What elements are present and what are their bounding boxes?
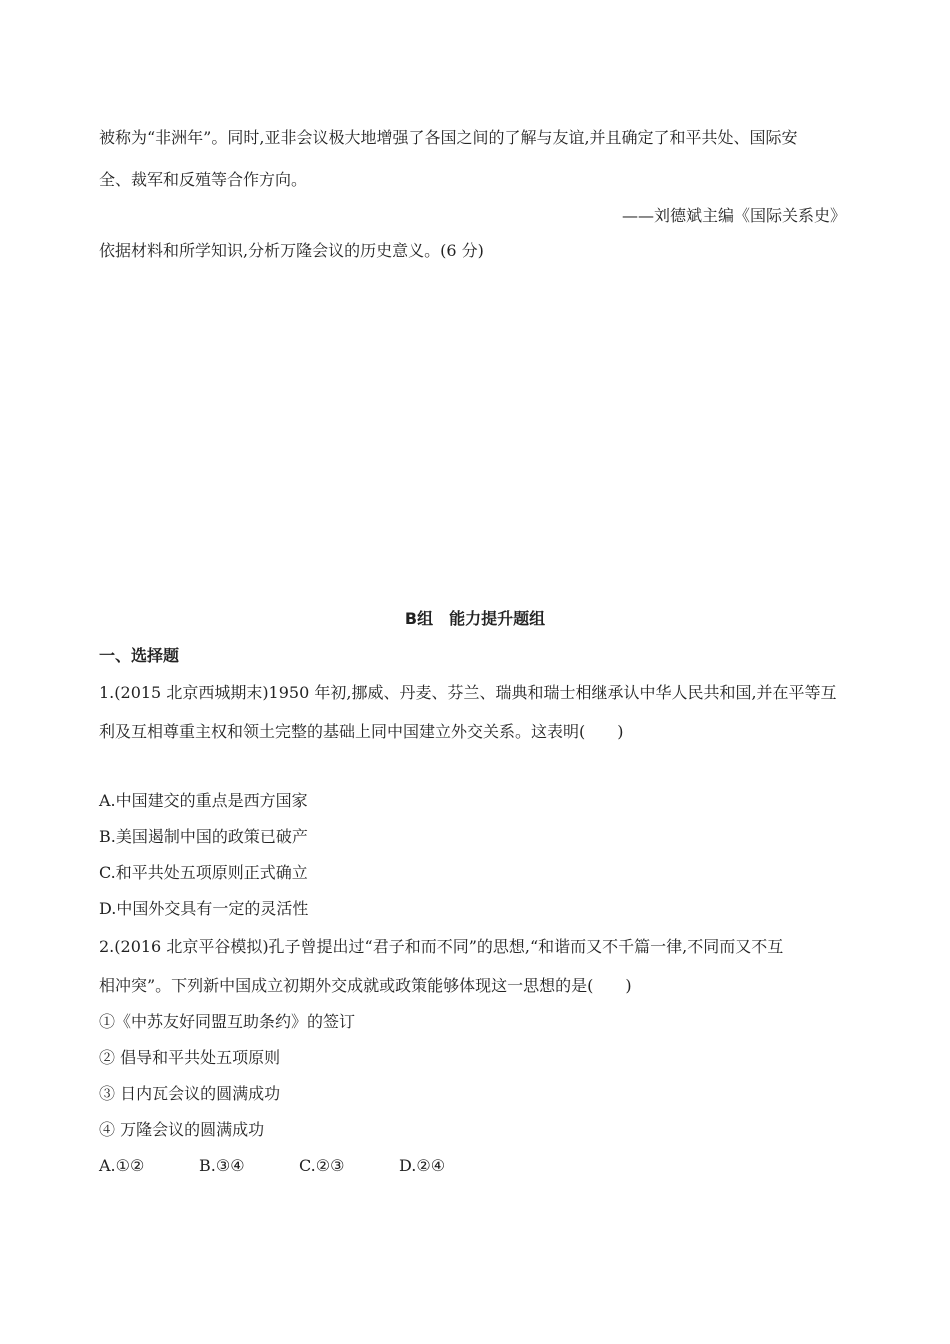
q2-item-4: ④ 万隆会议的圆满成功 [99, 1120, 265, 1139]
q2-item-2: ② 倡导和平共处五项原则 [99, 1048, 281, 1067]
material-text-line-1: 被称为“非洲年”。同时,亚非会议极大地增强了各国之间的了解与友谊,并且确定了和平共处、国际安 [99, 128, 798, 147]
material-text-line-2: 全、裁军和反殖等合作方向。 [99, 170, 308, 189]
q2-option-d: D.②④ [399, 1156, 446, 1175]
q2-item-3: ③ 日内瓦会议的圆满成功 [99, 1084, 281, 1103]
q2-stem-line-2: 相冲突”。下列新中国成立初期外交成就或政策能够体现这一思想的是( ) [99, 976, 632, 995]
q2-options-row [99, 1156, 499, 1176]
q2-stem-line-1: 2.(2016 北京平谷模拟)孔子曾提出过“君子和而不同”的思想,“和谐而又不千篇一律,不同而又不互 [99, 937, 784, 956]
q1-option-b: B.美国遏制中国的政策已破产 [99, 827, 308, 846]
q1-stem-line-1: 1.(2015 北京西城期末)1950 年初,挪威、丹麦、芬兰、瑞典和瑞士相继承认中华人民共和国,并在平等互 [99, 683, 837, 702]
q2-option-c: C.②③ [299, 1156, 345, 1175]
q1-stem-line-2: 利及互相尊重主权和领土完整的基础上同中国建立外交关系。这表明( ) [99, 722, 624, 741]
q1-option-d: D.中国外交具有一定的灵活性 [99, 899, 309, 918]
material-question: 依据材料和所学知识,分析万隆会议的历史意义。(6 分) [99, 241, 484, 260]
q2-option-b: B.③④ [199, 1156, 245, 1175]
q1-option-c: C.和平共处五项原则正式确立 [99, 863, 308, 882]
q2-item-1: ①《中苏友好同盟互助条约》的签订 [99, 1012, 356, 1031]
q2-option-a: A.①② [99, 1156, 145, 1175]
q1-option-a: A.中国建交的重点是西方国家 [99, 791, 308, 810]
material-source: ——刘德斌主编《国际关系史》 [621, 206, 846, 225]
section-title: 一、选择题 [99, 646, 180, 665]
group-title: B组 能力提升题组 [404, 609, 546, 628]
